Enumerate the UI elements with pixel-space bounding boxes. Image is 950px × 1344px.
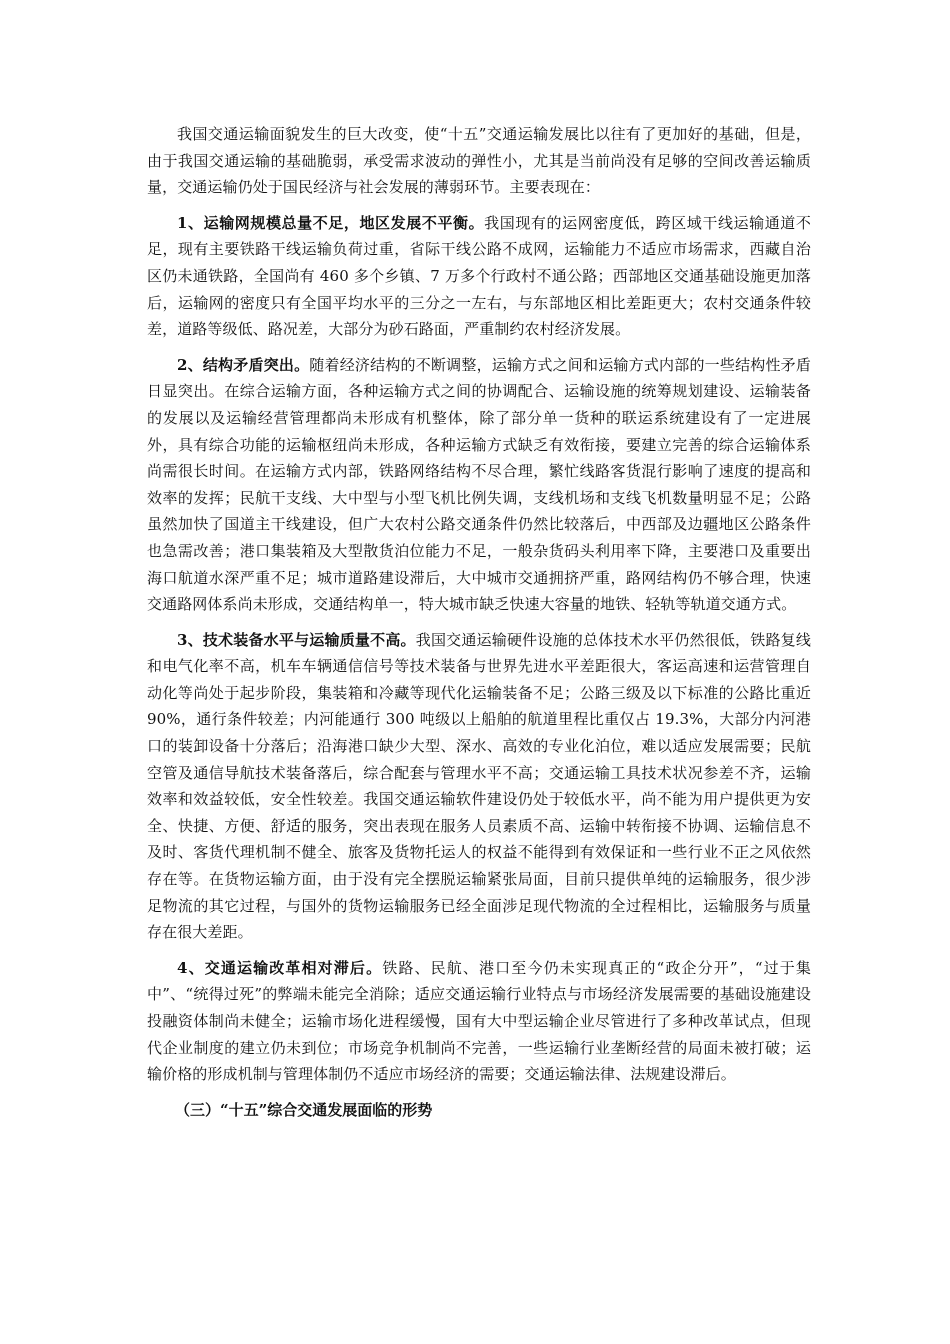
point-3-paragraph [147,627,811,946]
point-2-paragraph [147,352,811,618]
intro-paragraph: 我国交通运输面貌发生的巨大改变，使“十五”交通运输发展比以往有了更加好的基础，但是，由于我国交通运输的基础脆弱，承受需求波动的弹性小，尤其是当前尚没有足够的空间改善运输质量，交通运输仍处于国民经济与社会发展的薄弱环节。主要表现在： [147,125,811,197]
point-2-text: 随着经济结构的不断调整，运输方式之间和运输方式内部的一些结构性矛盾日显突出。在综合运输方面，各种运输方式之间的协调配合、运输设施的统筹规划建设、运输装备的发展以及运输经营管理都尚未形成有机整体，除了部分单一货种的联运系统建设有了一定进展外，具有综合功能的运输枢纽尚未形成，各种运输方式缺乏有效衔接，要建立完善的综合运输体系尚需很长时间。在运输方式内部，铁路网络结构不尽合理，繁忙线路客货混行影响了速度的提高和效率的发挥；民航干支线、大中型与小型飞机比例失调，支线机场和支线飞机数量明显不足；公路虽然加快了国道主干线建设，但广大农村公路交通条件仍然比较落后，中西部及边疆地区公路条件也急需改善；港口集装箱及大型散货泊位能力不足，一般杂货码头利用率下降，主要港口及重要出海口航道水深严重不足；城市道路建设滞后，大中城市交通拥挤严重，路网结构仍不够合理，快速交通路网体系尚未形成，交通结构单一，特大城市缺乏快速大容量的地铁、轻轨等轨道交通方式。 [147,355,811,614]
point-1-paragraph [147,210,811,343]
point-1-title: 1、运输网规模总量不足，地区发展不平衡。 [177,213,485,232]
point-2-title: 2、结构矛盾突出。 [177,355,310,374]
point-4-text: 铁路、民航、港口至今仍未实现真正的“政企分开”，“过于集中”、“统得过死”的弊端未能完全消除；适应交通运输行业特点与市场经济发展需要的基础设施建设投融资体制尚未健全；运输市场化进程缓慢，国有大中型运输企业尽管进行了多种改革试点，但现代企业制度的建立仍未到位；市场竞争机制尚不完善，一些运输行业垄断经营的局面未被打破；运输价格的形成机制与管理体制仍不适应市场经济的需要；交通运输法律、法规建设滞后。 [147,958,811,1084]
point-4-paragraph [147,955,811,1088]
point-4-title: 4、交通运输改革相对滞后。 [177,958,383,977]
point-3-title: 3、技术装备水平与运输质量不高。 [177,630,416,649]
section-heading: （三）“十五”综合交通发展面临的形势 [175,1100,433,1119]
document-page [147,121,811,1123]
point-1-text: 我国现有的运网密度低，跨区域干线运输通道不足，现有主要铁路干线运输负荷过重，省际干线公路不成网，运输能力不适应市场需求，西藏自治区仍未通铁路，全国尚有 460 多个乡镇、7 万多个行政村不通公路；西部地区交通基础设施更加落后，运输网的密度只有全国平均水平的三分之一左右，与东部地区相比差距更大；农村交通条件较差，道路等级低、路况差，大部分为砂石路面，严重制约农村经济发展。 [147,213,811,339]
point-3-text: 我国交通运输硬件设施的总体技术水平仍然很低，铁路复线和电气化率不高，机车车辆通信信号等技术装备与世界先进水平差距很大，客运高速和运营管理自动化等尚处于起步阶段，集装箱和冷藏等现代化运输装备不足；公路三级及以下标准的公路比重近 90%，通行条件较差；内河能通行 300 吨级以上船舶的航道里程比重仅占 19.3%，大部分内河港口的装卸设备十分落后；沿海港口缺少大型、深水、高效的专业化泊位，难以适应发展需要；民航空管及通信导航技术装备落后，综合配套与管理水平不高；交通运输工具技术状况参差不齐，运输效率和效益较低，安全性较差。我国交通运输软件建设仍处于较低水平，尚不能为用户提供更为安全、快捷、方便、舒适的服务，突出表现在服务人员素质不高、运输中转衔接不协调、运输信息不及时、客货代理机制不健全、旅客及货物托运人的权益不能得到有效保证和一些行业不正之风依然存在等。在货物运输方面，由于没有完全摆脱运输紧张局面，目前只提供单纯的运输服务，很少涉足物流的其它过程，与国外的货物运输服务已经全面涉足现代物流的全过程相比，运输服务与质量存在很大差距。 [147,630,811,942]
